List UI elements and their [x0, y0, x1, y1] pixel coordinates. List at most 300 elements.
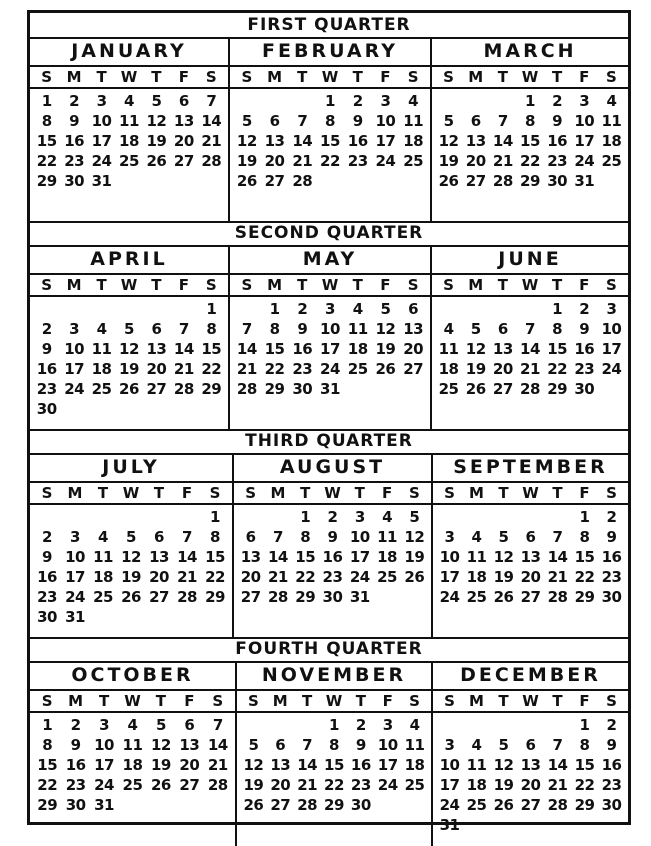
- date-cell: 1: [325, 92, 335, 110]
- date-cell: 16: [292, 340, 313, 358]
- date-cell: 26: [236, 172, 257, 190]
- date-cell: 30: [547, 172, 568, 190]
- month-november: [235, 661, 431, 846]
- date-cell: 23: [350, 776, 371, 794]
- date-cell: 15: [264, 340, 285, 358]
- date-cell: 4: [96, 320, 107, 338]
- date-cell: 6: [269, 112, 280, 130]
- weekday-letter: S: [407, 276, 419, 294]
- date-cell: 13: [270, 756, 291, 774]
- weekday-header: [433, 691, 628, 713]
- weekday-letter: S: [248, 692, 259, 710]
- date-cell: 18: [91, 360, 112, 378]
- date-cell: 2: [606, 716, 617, 734]
- date-cell: 17: [439, 568, 460, 586]
- date-cell: 25: [122, 776, 143, 794]
- date-cell: 17: [439, 776, 460, 794]
- empty-cell: [463, 507, 490, 527]
- month-december: [431, 661, 628, 846]
- weekday-letter: T: [552, 68, 563, 86]
- date-cell: 14: [520, 340, 540, 358]
- date-cell: 8: [206, 320, 217, 338]
- weekday-letter: S: [41, 692, 53, 710]
- empty-cell: [170, 299, 197, 319]
- date-cell: 4: [98, 528, 108, 546]
- date-cell: 14: [236, 340, 257, 358]
- date-cell: 4: [471, 736, 482, 754]
- date-cell: 10: [375, 112, 396, 130]
- empty-cell: [33, 507, 61, 527]
- empty-cell: [462, 299, 489, 319]
- date-cell: 9: [69, 112, 80, 130]
- date-cell: 16: [547, 132, 568, 150]
- date-cell: 23: [601, 776, 622, 794]
- date-cell: 10: [64, 340, 85, 358]
- date-cell: 18: [93, 568, 113, 586]
- empty-cell: [33, 299, 60, 319]
- weekday-letter: T: [297, 68, 308, 86]
- weekday-letter: S: [443, 276, 454, 294]
- date-cell: 6: [151, 320, 162, 338]
- date-cell: 29: [36, 172, 57, 190]
- date-cell: 12: [119, 340, 139, 358]
- weekday-header: [30, 483, 232, 505]
- weekday-letter: T: [98, 692, 110, 710]
- date-cell: 10: [601, 320, 622, 338]
- date-cell: 10: [439, 756, 460, 774]
- month-name: JULY: [30, 453, 232, 483]
- empty-cell: [261, 91, 289, 111]
- empty-cell: [267, 715, 294, 735]
- date-cell: 10: [91, 112, 112, 130]
- date-cell: 17: [377, 756, 398, 774]
- date-cell: 2: [606, 508, 617, 526]
- date-cell: 7: [212, 716, 223, 734]
- date-cell: 12: [404, 528, 425, 546]
- date-cell: 7: [552, 736, 563, 754]
- date-cell: 24: [320, 360, 340, 378]
- date-cell: 17: [574, 132, 595, 150]
- date-cell: 9: [297, 320, 308, 338]
- date-cell: 11: [347, 320, 368, 338]
- weekday-letter: W: [325, 692, 343, 710]
- empty-cell: [145, 507, 173, 527]
- date-cell: 14: [177, 548, 197, 566]
- date-cell: 1: [525, 92, 535, 110]
- date-cell: 10: [65, 548, 85, 566]
- date-cell: 20: [270, 776, 291, 794]
- date-cell: 18: [466, 776, 487, 794]
- date-cell: 13: [520, 756, 541, 774]
- date-cell: 14: [547, 756, 568, 774]
- date-cell: 3: [354, 508, 365, 526]
- date-cell: 6: [470, 112, 481, 130]
- weekday-letter: T: [97, 484, 109, 502]
- quarter-title: SECOND QUARTER: [30, 221, 628, 247]
- date-cell: 16: [347, 132, 368, 150]
- date-cell: 15: [37, 756, 58, 774]
- date-cell: 3: [99, 716, 110, 734]
- month-january: [30, 37, 228, 221]
- date-cell: 31: [439, 816, 460, 834]
- weekday-letter: F: [579, 276, 590, 294]
- date-cell: 8: [42, 736, 53, 754]
- date-cell: 24: [64, 380, 85, 398]
- empty-cell: [173, 507, 201, 527]
- date-grid: [234, 505, 431, 607]
- month-april: [30, 245, 228, 429]
- date-cell: 19: [465, 360, 486, 378]
- date-cell: 21: [547, 776, 568, 794]
- weekday-letter: T: [552, 276, 563, 294]
- empty-cell: [435, 299, 462, 319]
- date-cell: 3: [382, 716, 393, 734]
- month-june: [430, 245, 628, 429]
- date-cell: 9: [352, 112, 363, 130]
- empty-cell: [463, 715, 490, 735]
- month-name: MAY: [230, 245, 430, 275]
- date-cell: 31: [94, 796, 114, 814]
- date-cell: 9: [327, 528, 338, 546]
- date-cell: 2: [579, 300, 590, 318]
- weekday-letter: T: [498, 484, 509, 502]
- date-cell: 13: [264, 132, 285, 150]
- date-cell: 7: [178, 320, 189, 338]
- date-cell: 6: [184, 716, 195, 734]
- date-cell: 30: [601, 588, 622, 606]
- date-cell: 6: [275, 736, 286, 754]
- date-grid: [30, 505, 232, 627]
- weekday-header: [30, 275, 228, 297]
- date-cell: 20: [520, 568, 541, 586]
- date-grid: [237, 713, 431, 815]
- date-cell: 6: [408, 300, 419, 318]
- date-cell: 24: [574, 152, 595, 170]
- date-cell: 24: [65, 588, 85, 606]
- weekday-letter: S: [443, 68, 454, 86]
- date-cell: 26: [404, 568, 425, 586]
- date-cell: 1: [41, 92, 52, 110]
- date-grid: [30, 89, 228, 191]
- empty-cell: [89, 507, 117, 527]
- date-cell: 9: [41, 340, 52, 358]
- date-cell: 15: [547, 340, 568, 358]
- date-cell: 15: [201, 340, 222, 358]
- date-cell: 20: [240, 568, 261, 586]
- date-cell: 29: [520, 172, 540, 190]
- date-cell: 21: [292, 152, 313, 170]
- weekday-letter: T: [302, 692, 313, 710]
- empty-cell: [517, 507, 544, 527]
- weekday-letter: W: [122, 484, 140, 502]
- empty-cell: [61, 507, 89, 527]
- date-cell: 23: [64, 152, 85, 170]
- date-cell: 30: [350, 796, 371, 814]
- date-cell: 29: [574, 796, 595, 814]
- date-cell: 27: [520, 588, 541, 606]
- date-cell: 1: [269, 300, 280, 318]
- date-cell: 20: [149, 568, 169, 586]
- date-cell: 3: [606, 300, 617, 318]
- weekday-letter: W: [124, 692, 141, 710]
- date-cell: 2: [352, 92, 363, 110]
- weekday-header: [30, 691, 235, 713]
- date-grid: [433, 713, 628, 835]
- date-cell: 8: [579, 528, 590, 546]
- date-cell: 15: [574, 756, 595, 774]
- date-cell: 1: [552, 300, 563, 318]
- empty-cell: [436, 507, 463, 527]
- weekday-letter: T: [155, 692, 167, 710]
- date-cell: 26: [119, 380, 139, 398]
- weekday-letter: M: [469, 692, 484, 710]
- weekday-letter: M: [267, 68, 283, 86]
- date-cell: 16: [601, 548, 622, 566]
- date-cell: 1: [579, 508, 590, 526]
- date-cell: 26: [493, 796, 514, 814]
- weekday-letter: S: [407, 68, 419, 86]
- date-cell: 30: [322, 588, 343, 606]
- weekday-letter: S: [409, 692, 420, 710]
- date-cell: 17: [91, 132, 112, 150]
- month-name: DECEMBER: [433, 661, 628, 691]
- date-cell: 12: [121, 548, 141, 566]
- date-cell: 11: [404, 736, 425, 754]
- date-cell: 27: [240, 588, 261, 606]
- empty-cell: [60, 299, 87, 319]
- weekday-letter: F: [579, 484, 590, 502]
- date-cell: 17: [601, 340, 622, 358]
- date-cell: 25: [601, 152, 622, 170]
- date-cell: 21: [201, 132, 222, 150]
- date-cell: 25: [404, 776, 425, 794]
- date-cell: 10: [574, 112, 595, 130]
- weekday-letter: M: [67, 484, 83, 502]
- date-cell: 29: [547, 380, 568, 398]
- weekday-letter: T: [352, 68, 363, 86]
- date-cell: 11: [466, 548, 487, 566]
- date-cell: 28: [492, 172, 513, 190]
- weekday-letter: T: [355, 692, 366, 710]
- date-cell: 14: [173, 340, 194, 358]
- date-cell: 1: [206, 300, 217, 318]
- date-cell: 24: [94, 776, 114, 794]
- date-cell: 8: [329, 736, 339, 754]
- weekday-letter: W: [321, 68, 339, 86]
- date-cell: 2: [327, 508, 338, 526]
- weekday-letter: S: [41, 276, 53, 294]
- date-cell: 28: [267, 588, 288, 606]
- date-cell: 3: [70, 528, 80, 546]
- date-cell: 31: [574, 172, 595, 190]
- date-cell: 18: [404, 756, 425, 774]
- date-cell: 25: [377, 568, 397, 586]
- date-cell: 13: [492, 340, 513, 358]
- date-cell: 2: [41, 320, 52, 338]
- weekday-letter: S: [205, 68, 217, 86]
- date-cell: 22: [574, 568, 595, 586]
- date-cell: 8: [41, 112, 52, 130]
- date-cell: 5: [498, 736, 509, 754]
- date-cell: 20: [492, 360, 513, 378]
- date-cell: 26: [150, 776, 171, 794]
- date-cell: 28: [297, 796, 318, 814]
- date-cell: 29: [201, 380, 222, 398]
- date-cell: 16: [574, 340, 595, 358]
- weekday-letter: F: [184, 692, 195, 710]
- date-cell: 21: [267, 568, 288, 586]
- date-cell: 13: [146, 340, 167, 358]
- date-cell: 17: [349, 548, 370, 566]
- empty-cell: [489, 91, 516, 111]
- weekday-letter: F: [381, 484, 393, 502]
- date-cell: 30: [292, 380, 313, 398]
- weekday-letter: F: [382, 692, 393, 710]
- weekday-letter: W: [521, 276, 539, 294]
- date-cell: 4: [382, 508, 393, 526]
- weekday-letter: T: [352, 276, 363, 294]
- date-cell: 25: [466, 796, 487, 814]
- quarter-title: FIRST QUARTER: [30, 13, 628, 39]
- date-cell: 14: [267, 548, 288, 566]
- date-cell: 12: [465, 340, 486, 358]
- date-cell: 15: [574, 548, 595, 566]
- weekday-letter: W: [521, 68, 539, 86]
- date-cell: 26: [146, 152, 167, 170]
- date-cell: 27: [264, 172, 285, 190]
- date-cell: 20: [173, 132, 194, 150]
- date-cell: 5: [443, 112, 454, 130]
- date-cell: 22: [547, 360, 568, 378]
- date-cell: 22: [201, 360, 222, 378]
- month-march: [430, 37, 628, 221]
- date-cell: 5: [126, 528, 136, 546]
- month-name: OCTOBER: [30, 661, 235, 691]
- date-cell: 15: [324, 756, 344, 774]
- empty-cell: [544, 507, 571, 527]
- date-cell: 12: [493, 548, 514, 566]
- weekday-letter: T: [354, 484, 365, 502]
- date-cell: 2: [297, 300, 308, 318]
- date-cell: 1: [329, 716, 339, 734]
- date-cell: 25: [466, 588, 487, 606]
- empty-cell: [462, 91, 489, 111]
- month-name: MARCH: [432, 37, 628, 67]
- date-cell: 28: [547, 796, 568, 814]
- weekday-letter: S: [408, 484, 420, 502]
- date-cell: 22: [205, 568, 225, 586]
- month-may: [228, 245, 430, 429]
- date-cell: 16: [36, 360, 57, 378]
- date-cell: 19: [150, 756, 171, 774]
- date-cell: 18: [403, 132, 424, 150]
- date-cell: 13: [149, 548, 169, 566]
- date-cell: 19: [493, 776, 514, 794]
- weekday-letter: M: [468, 276, 484, 294]
- date-cell: 12: [375, 320, 396, 338]
- weekday-header: [237, 691, 431, 713]
- empty-cell: [117, 507, 145, 527]
- date-cell: 11: [438, 340, 459, 358]
- date-cell: 15: [295, 548, 316, 566]
- date-cell: 27: [149, 588, 169, 606]
- date-cell: 17: [94, 756, 114, 774]
- weekday-letter: T: [552, 692, 563, 710]
- date-cell: 5: [241, 112, 252, 130]
- date-cell: 7: [525, 320, 535, 338]
- date-cell: 21: [547, 568, 568, 586]
- date-cell: 27: [465, 172, 486, 190]
- date-cell: 21: [236, 360, 257, 378]
- date-grid: [432, 297, 628, 399]
- weekday-letter: S: [444, 484, 455, 502]
- month-august: [232, 453, 431, 637]
- date-cell: 24: [375, 152, 396, 170]
- month-name: APRIL: [30, 245, 228, 275]
- empty-cell: [516, 299, 543, 319]
- date-cell: 12: [146, 112, 167, 130]
- date-cell: 23: [65, 776, 86, 794]
- date-cell: 28: [547, 588, 568, 606]
- empty-cell: [544, 715, 571, 735]
- empty-cell: [233, 91, 261, 111]
- weekday-letter: T: [498, 692, 509, 710]
- weekday-header: [433, 483, 628, 505]
- date-cell: 5: [151, 92, 162, 110]
- date-cell: 21: [520, 360, 540, 378]
- date-cell: 23: [37, 588, 57, 606]
- empty-cell: [233, 299, 261, 319]
- date-cell: 3: [579, 92, 590, 110]
- weekday-letter: M: [66, 276, 82, 294]
- date-cell: 11: [122, 736, 143, 754]
- date-cell: 30: [65, 796, 86, 814]
- weekday-letter: W: [321, 276, 339, 294]
- date-cell: 22: [520, 152, 540, 170]
- date-cell: 20: [465, 152, 486, 170]
- date-grid: [432, 89, 628, 191]
- date-cell: 10: [349, 528, 370, 546]
- date-cell: 2: [355, 716, 366, 734]
- weekday-letter: T: [497, 68, 508, 86]
- weekday-letter: F: [181, 484, 193, 502]
- date-cell: 15: [520, 132, 540, 150]
- date-cell: 26: [243, 796, 264, 814]
- weekday-letter: W: [120, 276, 138, 294]
- weekday-letter: F: [380, 276, 391, 294]
- date-cell: 29: [205, 588, 225, 606]
- date-cell: 23: [36, 380, 57, 398]
- weekday-letter: M: [66, 68, 82, 86]
- date-cell: 8: [579, 736, 590, 754]
- weekday-letter: M: [270, 484, 286, 502]
- date-cell: 23: [292, 360, 313, 378]
- month-september: [431, 453, 628, 637]
- date-cell: 8: [552, 320, 563, 338]
- date-cell: 11: [466, 756, 487, 774]
- date-cell: 16: [322, 548, 343, 566]
- empty-cell: [435, 91, 462, 111]
- weekday-letter: S: [606, 68, 617, 86]
- empty-cell: [143, 299, 170, 319]
- month-name: NOVEMBER: [237, 661, 431, 691]
- weekday-letter: S: [241, 68, 253, 86]
- quarter-months: [30, 245, 628, 431]
- date-cell: 11: [377, 528, 397, 546]
- date-cell: 9: [606, 736, 617, 754]
- date-cell: 12: [150, 736, 171, 754]
- date-cell: 1: [300, 508, 311, 526]
